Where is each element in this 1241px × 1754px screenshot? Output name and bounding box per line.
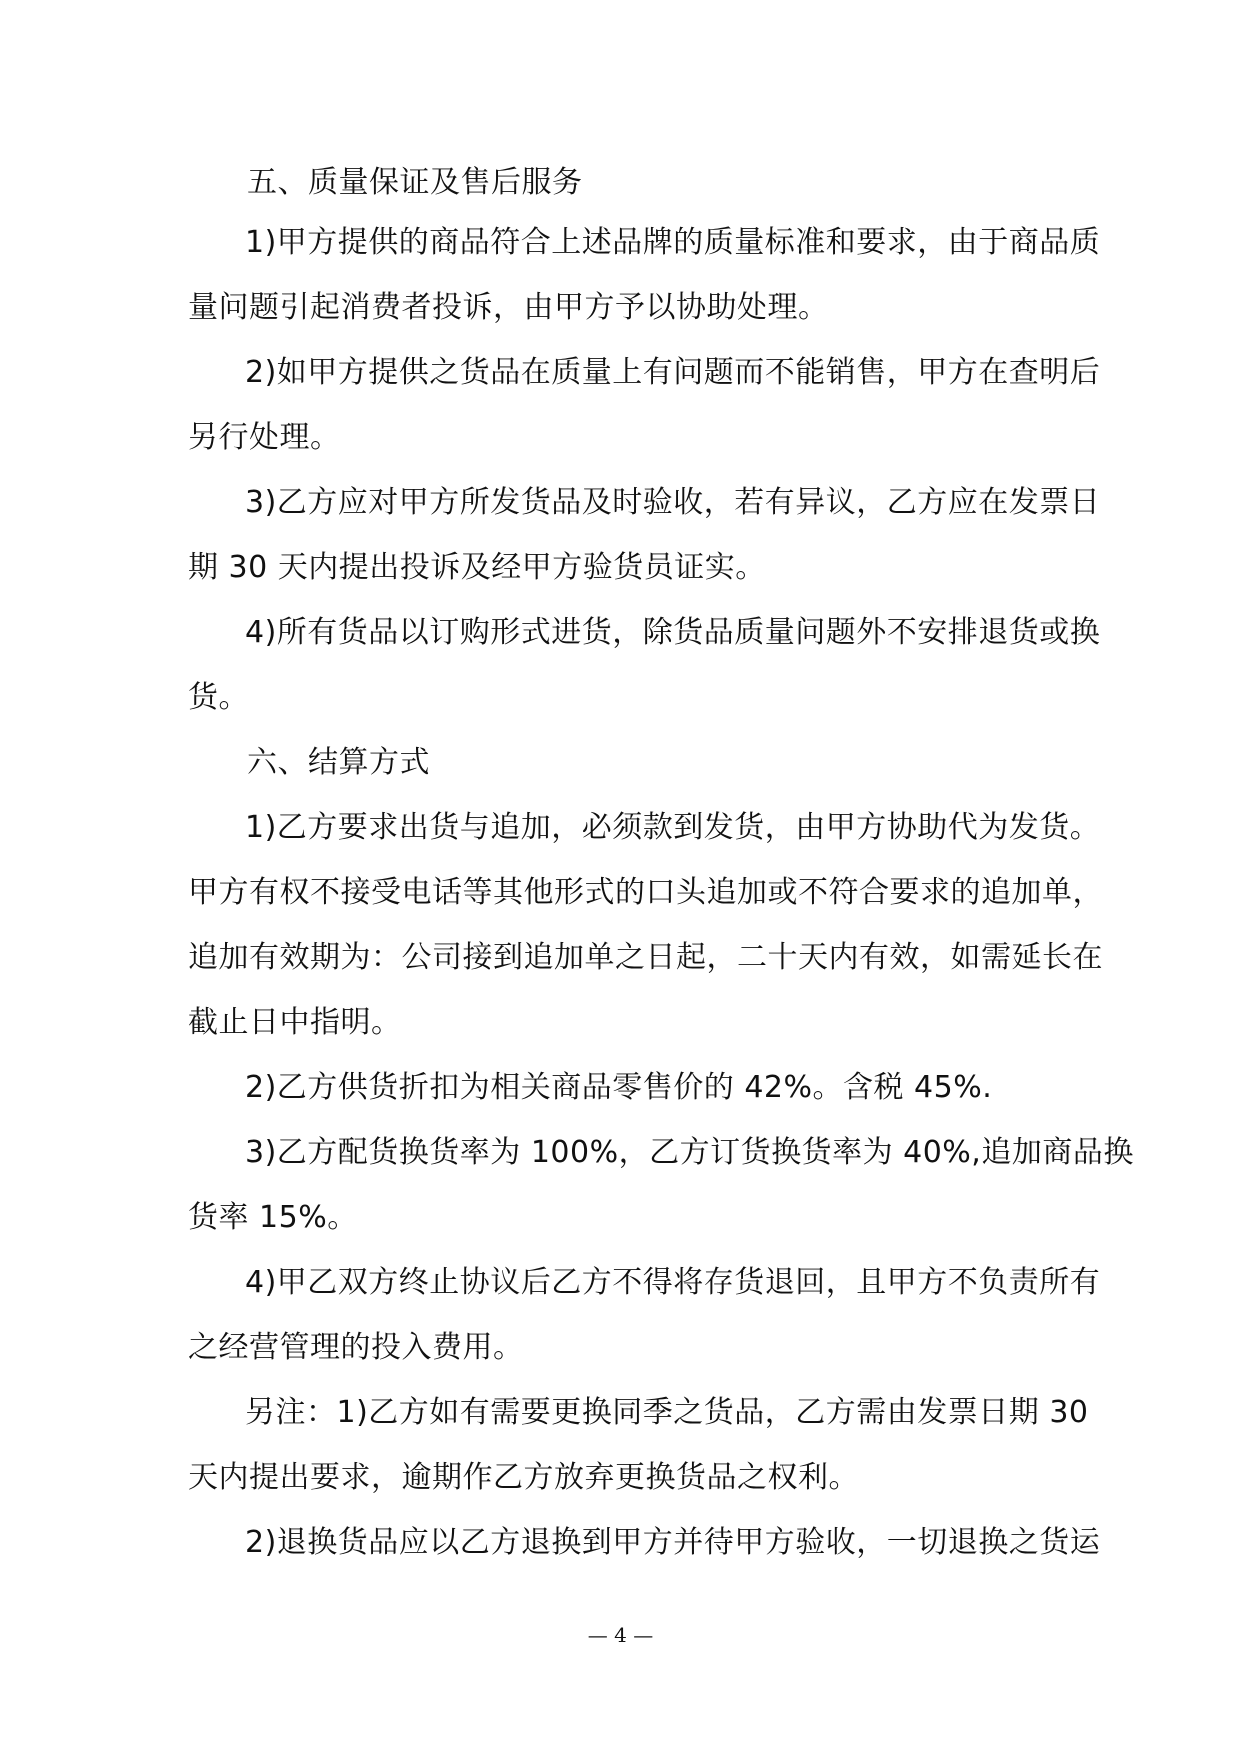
paragraph-line: 期 30 天内提出投诉及经甲方验货员证实。 xyxy=(188,550,766,585)
paragraph-line: 4)所有货品以订购形式进货，除货品质量问题外不安排退货或换 xyxy=(245,615,1101,650)
paragraph-line: 另行处理。 xyxy=(188,420,341,455)
paragraph-line: 货率 15%。 xyxy=(188,1200,358,1235)
section-heading-quality: 五、质量保证及售后服务 xyxy=(247,165,583,200)
paragraph-line: 3)乙方应对甲方所发货品及时验收，若有异议，乙方应在发票日 xyxy=(245,485,1101,520)
paragraph-line: 2)如甲方提供之货品在质量上有问题而不能销售，甲方在查明后 xyxy=(245,355,1101,390)
paragraph-line: 3)乙方配货换货率为 100%，乙方订货换货率为 40%,追加商品换 xyxy=(245,1135,1134,1170)
paragraph-line: 量问题引起消费者投诉，由甲方予以协助处理。 xyxy=(188,290,829,325)
paragraph-line: 天内提出要求，逾期作乙方放弃更换货品之权利。 xyxy=(188,1460,859,1495)
paragraph-line: 2)退换货品应以乙方退换到甲方并待甲方验收，一切退换之货运 xyxy=(245,1525,1101,1560)
paragraph-line: 追加有效期为：公司接到追加单之日起，二十天内有效，如需延长在 xyxy=(188,940,1103,975)
paragraph-line: 货。 xyxy=(188,680,249,715)
paragraph-line: 截止日中指明。 xyxy=(188,1005,402,1040)
paragraph-line: 1)甲方提供的商品符合上述品牌的质量标准和要求，由于商品质 xyxy=(245,225,1101,260)
page-number: — 4 — xyxy=(587,1623,654,1647)
section-heading-settlement: 六、结算方式 xyxy=(247,745,430,780)
paragraph-line: 甲方有权不接受电话等其他形式的口头追加或不符合要求的追加单， xyxy=(188,875,1103,910)
paragraph-line: 之经营管理的投入费用。 xyxy=(188,1330,524,1365)
paragraph-line: 4)甲乙双方终止协议后乙方不得将存货退回，且甲方不负责所有 xyxy=(245,1265,1101,1300)
paragraph-line: 2)乙方供货折扣为相关商品零售价的 42%。含税 45%. xyxy=(245,1070,993,1105)
paragraph-line: 另注：1)乙方如有需要更换同季之货品，乙方需由发票日期 30 xyxy=(245,1395,1089,1430)
paragraph-line: 1)乙方要求出货与追加，必须款到发货，由甲方协助代为发货。 xyxy=(245,810,1101,845)
